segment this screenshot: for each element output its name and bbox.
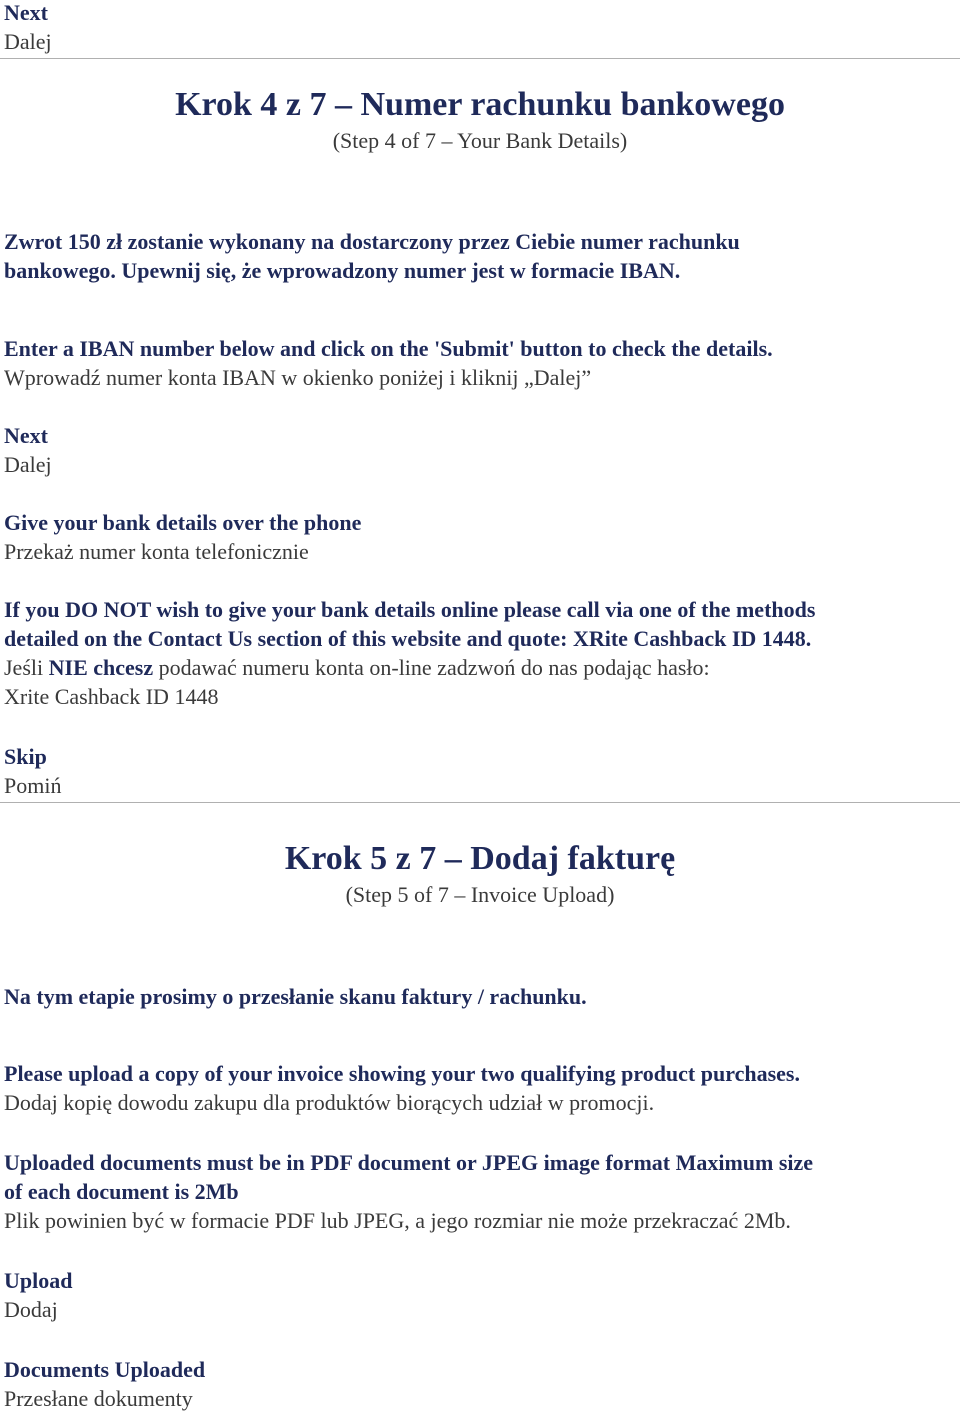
pomin-button[interactable]: Pomiń bbox=[4, 773, 62, 798]
phone-bank-details-link-pl[interactable]: Przekaż numer konta telefonicznie bbox=[4, 539, 309, 564]
dodaj-button[interactable]: Dodaj bbox=[4, 1297, 58, 1322]
phone-bank-details-link[interactable]: Give your bank details over the phone bbox=[4, 510, 362, 535]
divider bbox=[0, 58, 960, 59]
step4-subtitle: (Step 4 of 7 – Your Bank Details) bbox=[332, 128, 628, 153]
upload-button[interactable]: Upload bbox=[4, 1268, 73, 1293]
upload-copy-instruction-pl: Dodaj kopię dowodu zakupu dla produktów biorących udział w promocji. bbox=[4, 1090, 655, 1115]
step4-title: Krok 4 z 7 – Numer rachunku bankowego bbox=[175, 86, 785, 123]
documents-uploaded-heading: Documents Uploaded bbox=[4, 1357, 206, 1382]
format-requirements-pl: Plik powinien być w formacie PDF lub JPEG, a jego rozmiar nie może przekraczać 2Mb. bbox=[4, 1208, 791, 1233]
not-online-text-line2: detailed on the Contact Us section of this website and quote: XRite Cashback ID 1448. bbox=[4, 626, 812, 651]
divider bbox=[0, 802, 960, 803]
enter-iban-instruction-pl: Wprowadź numer konta IBAN w okienko poniżej i kliknij „Dalej” bbox=[4, 365, 592, 390]
enter-iban-instruction: Enter a IBAN number below and click on the 'Submit' button to check the details. bbox=[4, 336, 773, 361]
not-online-text-pl bbox=[4, 653, 710, 682]
step5-subtitle: (Step 5 of 7 – Invoice Upload) bbox=[345, 882, 615, 907]
format-requirements-line2: of each document is 2Mb bbox=[4, 1179, 239, 1204]
not-online-pl-prefix: Jeśli bbox=[4, 655, 49, 680]
next-button[interactable]: Next bbox=[4, 423, 48, 448]
invoice-intro-text: Na tym etapie prosimy o przesłanie skanu faktury / rachunku. bbox=[4, 984, 587, 1009]
refund-text-line2: bankowego. Upewnij się, że wprowadzony numer jest w formacie IBAN. bbox=[4, 258, 681, 283]
top-dalej-link[interactable]: Dalej bbox=[4, 29, 52, 54]
refund-text-line1: Zwrot 150 zł zostanie wykonany na dostarczony przez Ciebie numer rachunku bbox=[4, 229, 740, 254]
not-online-text-line1: If you DO NOT wish to give your bank details online please call via one of the methods bbox=[4, 597, 816, 622]
documents-uploaded-heading-pl: Przesłane dokumenty bbox=[4, 1386, 193, 1411]
upload-copy-instruction: Please upload a copy of your invoice showing your two qualifying product purchases. bbox=[4, 1061, 800, 1086]
dalej-button[interactable]: Dalej bbox=[4, 452, 52, 477]
top-next-link[interactable]: Next bbox=[4, 0, 48, 25]
not-online-pl-suffix: podawać numeru konta on-line zadzwoń do nas podając hasło: bbox=[153, 655, 710, 680]
not-online-text-pl-line2: Xrite Cashback ID 1448 bbox=[4, 684, 219, 709]
step5-title: Krok 5 z 7 – Dodaj fakturę bbox=[284, 840, 676, 877]
skip-button[interactable]: Skip bbox=[4, 744, 47, 769]
not-online-pl-emphasis: NIE chcesz bbox=[48, 655, 154, 680]
format-requirements-line1: Uploaded documents must be in PDF document or JPEG image format Maximum size bbox=[4, 1150, 814, 1175]
